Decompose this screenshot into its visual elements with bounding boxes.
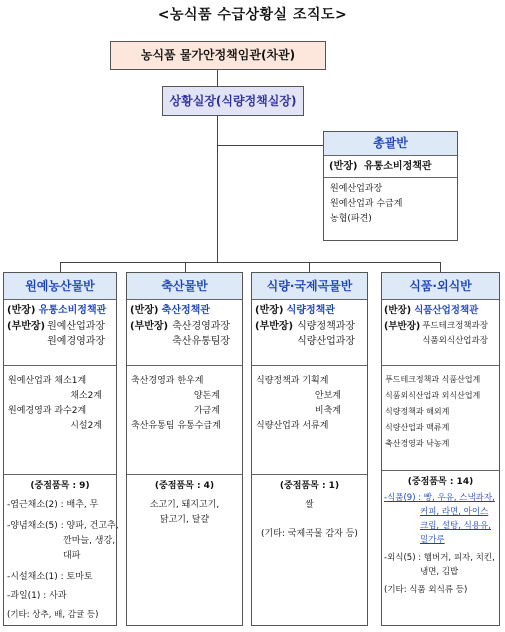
- leader-name: 축산정책관: [161, 305, 210, 316]
- room-box: [162, 86, 304, 116]
- item-line: -외식(5) : 햄버거, 피자, 치킨,: [384, 553, 495, 563]
- leader-role: (반장): [130, 305, 159, 316]
- staff-item: 축산경영과 한우계: [131, 376, 204, 386]
- item-line: 쌀: [305, 500, 314, 510]
- staff-item: 식량산업과 서류계: [256, 421, 329, 431]
- team-header: 식품·외식반: [382, 273, 499, 300]
- team-vice-leader: [7, 319, 113, 349]
- staff-item: 시설2계: [70, 421, 102, 431]
- general-team-leader: [324, 156, 457, 178]
- leader-role: (반장): [384, 305, 412, 316]
- connector-top: [217, 70, 218, 86]
- leader-role: (반장): [7, 305, 36, 316]
- item-line: 닭고기, 달걀: [159, 515, 210, 525]
- item-line: -시설채소(1) : 토마토: [7, 572, 93, 582]
- general-member: 농협(파견): [330, 214, 372, 224]
- leader-role: (부반장): [255, 321, 294, 332]
- team-box-grain: [251, 272, 368, 626]
- item-line: (기타: 식품 외식류 등): [384, 585, 468, 595]
- leader-name: 축산경영과장 축산유통팀장: [172, 321, 231, 347]
- team-box-livestock: [126, 272, 243, 626]
- items-title: (중점품목 : 14): [407, 477, 474, 487]
- head-box: [110, 41, 326, 70]
- item-line: -엽근채소(2) : 배추, 무: [7, 500, 99, 510]
- item-line: (기타: 국제곡물 감자 등): [261, 529, 358, 539]
- item-line: 깐마늘, 생강,: [63, 536, 116, 546]
- item-line: 커피, 라면, 아이스: [420, 507, 489, 517]
- staff-item: 식품외식산업과 외식산업계: [385, 391, 481, 400]
- general-member: 원예산업과장: [330, 184, 383, 194]
- general-member: 원예산업과 수급계: [330, 199, 403, 209]
- leader-name: 유통소비정책관: [363, 161, 432, 172]
- items-title: (중점품목 : 9): [30, 481, 90, 491]
- connector-horizontal: [60, 262, 441, 263]
- team-vice-leader: [130, 319, 239, 349]
- item-line: 소고기, 돼지고기,: [149, 500, 220, 510]
- item-line: 크림, 설탕, 식용유,: [420, 521, 491, 531]
- staff-item: 식량산업과 맥류계: [385, 423, 450, 432]
- items-title: (중점품목 : 4): [154, 481, 215, 491]
- team-vice-leader: [255, 319, 364, 349]
- team-box-horticulture: [3, 272, 117, 626]
- connector-team-2: [185, 262, 186, 272]
- team-leader: [384, 303, 497, 319]
- staff-item: 축산유통팀 유통수급계: [131, 421, 221, 431]
- leader-name: 식량정책과장 식량산업과장: [297, 321, 356, 347]
- team-leader: [255, 303, 364, 319]
- staff-item: 채소2계: [70, 391, 102, 401]
- item-line: 대파: [63, 551, 81, 561]
- leader-name: 유통소비정책관: [38, 305, 107, 316]
- leader-role: (반장): [255, 305, 284, 316]
- item-line: (기타: 상추, 배, 감귤 등): [7, 610, 99, 620]
- connector-team-3: [309, 262, 310, 272]
- item-line: 밀가루: [420, 535, 445, 545]
- team-leader: [130, 303, 239, 319]
- leader-role: (반장): [329, 161, 358, 172]
- leader-name: 식품산업정책관: [414, 305, 479, 316]
- connector-team-4: [440, 262, 441, 272]
- item-line: -식품(9) : 빵, 우유, 스낵과자,: [384, 493, 495, 503]
- staff-item: 양돈계: [193, 391, 220, 401]
- staff-item: 안보계: [314, 391, 341, 401]
- connector-team-1: [60, 262, 61, 272]
- items-title: (중점품목 : 1): [279, 481, 340, 491]
- team-header: 식량·국제곡물반: [252, 273, 367, 300]
- staff-item: 원예경영과 과수2계: [8, 406, 87, 416]
- team-vice-leader: [384, 319, 497, 349]
- leader-name: 푸드테크정책과장 식품외식산업과장: [422, 321, 488, 346]
- item-line: -양념채소(5) : 양파, 건고추,: [7, 521, 119, 531]
- item-line: 냉면, 김밥: [420, 567, 459, 577]
- leader-role: (부반장): [7, 321, 46, 332]
- staff-item: 식량정책과 해외계: [385, 407, 450, 416]
- team-header: 원예농산물반: [4, 273, 116, 300]
- general-team-header: 총괄반: [324, 132, 457, 156]
- head-label: 농식품 물가안정책임관(차관): [140, 48, 296, 62]
- general-team-box: [323, 131, 458, 241]
- staff-item: 원예산업과 채소1계: [8, 376, 87, 386]
- staff-item: 식량정책과 기획계: [256, 376, 329, 386]
- staff-item: 푸드테크정책과 식품산업계: [385, 375, 481, 384]
- connector-general: [217, 145, 323, 146]
- item-line: -과일(1) : 사과: [7, 591, 67, 601]
- team-box-food: [381, 272, 500, 626]
- staff-item: 가금계: [193, 406, 220, 416]
- chart-title: <농식품 수급상황실 조직도>: [157, 7, 348, 23]
- room-label: 상황실장(식량정책실장): [169, 94, 297, 108]
- leader-name: 식량정책관: [286, 305, 335, 316]
- connector-trunk: [217, 116, 218, 262]
- leader-name: 원예산업과장 원예경영과장: [47, 321, 106, 347]
- staff-item: 비축계: [314, 406, 341, 416]
- staff-item: 축산경영과 낙농계: [385, 439, 450, 448]
- leader-role: (부반장): [384, 321, 421, 332]
- team-header: 축산물반: [127, 273, 242, 300]
- leader-role: (부반장): [130, 321, 169, 332]
- team-leader: [7, 303, 113, 319]
